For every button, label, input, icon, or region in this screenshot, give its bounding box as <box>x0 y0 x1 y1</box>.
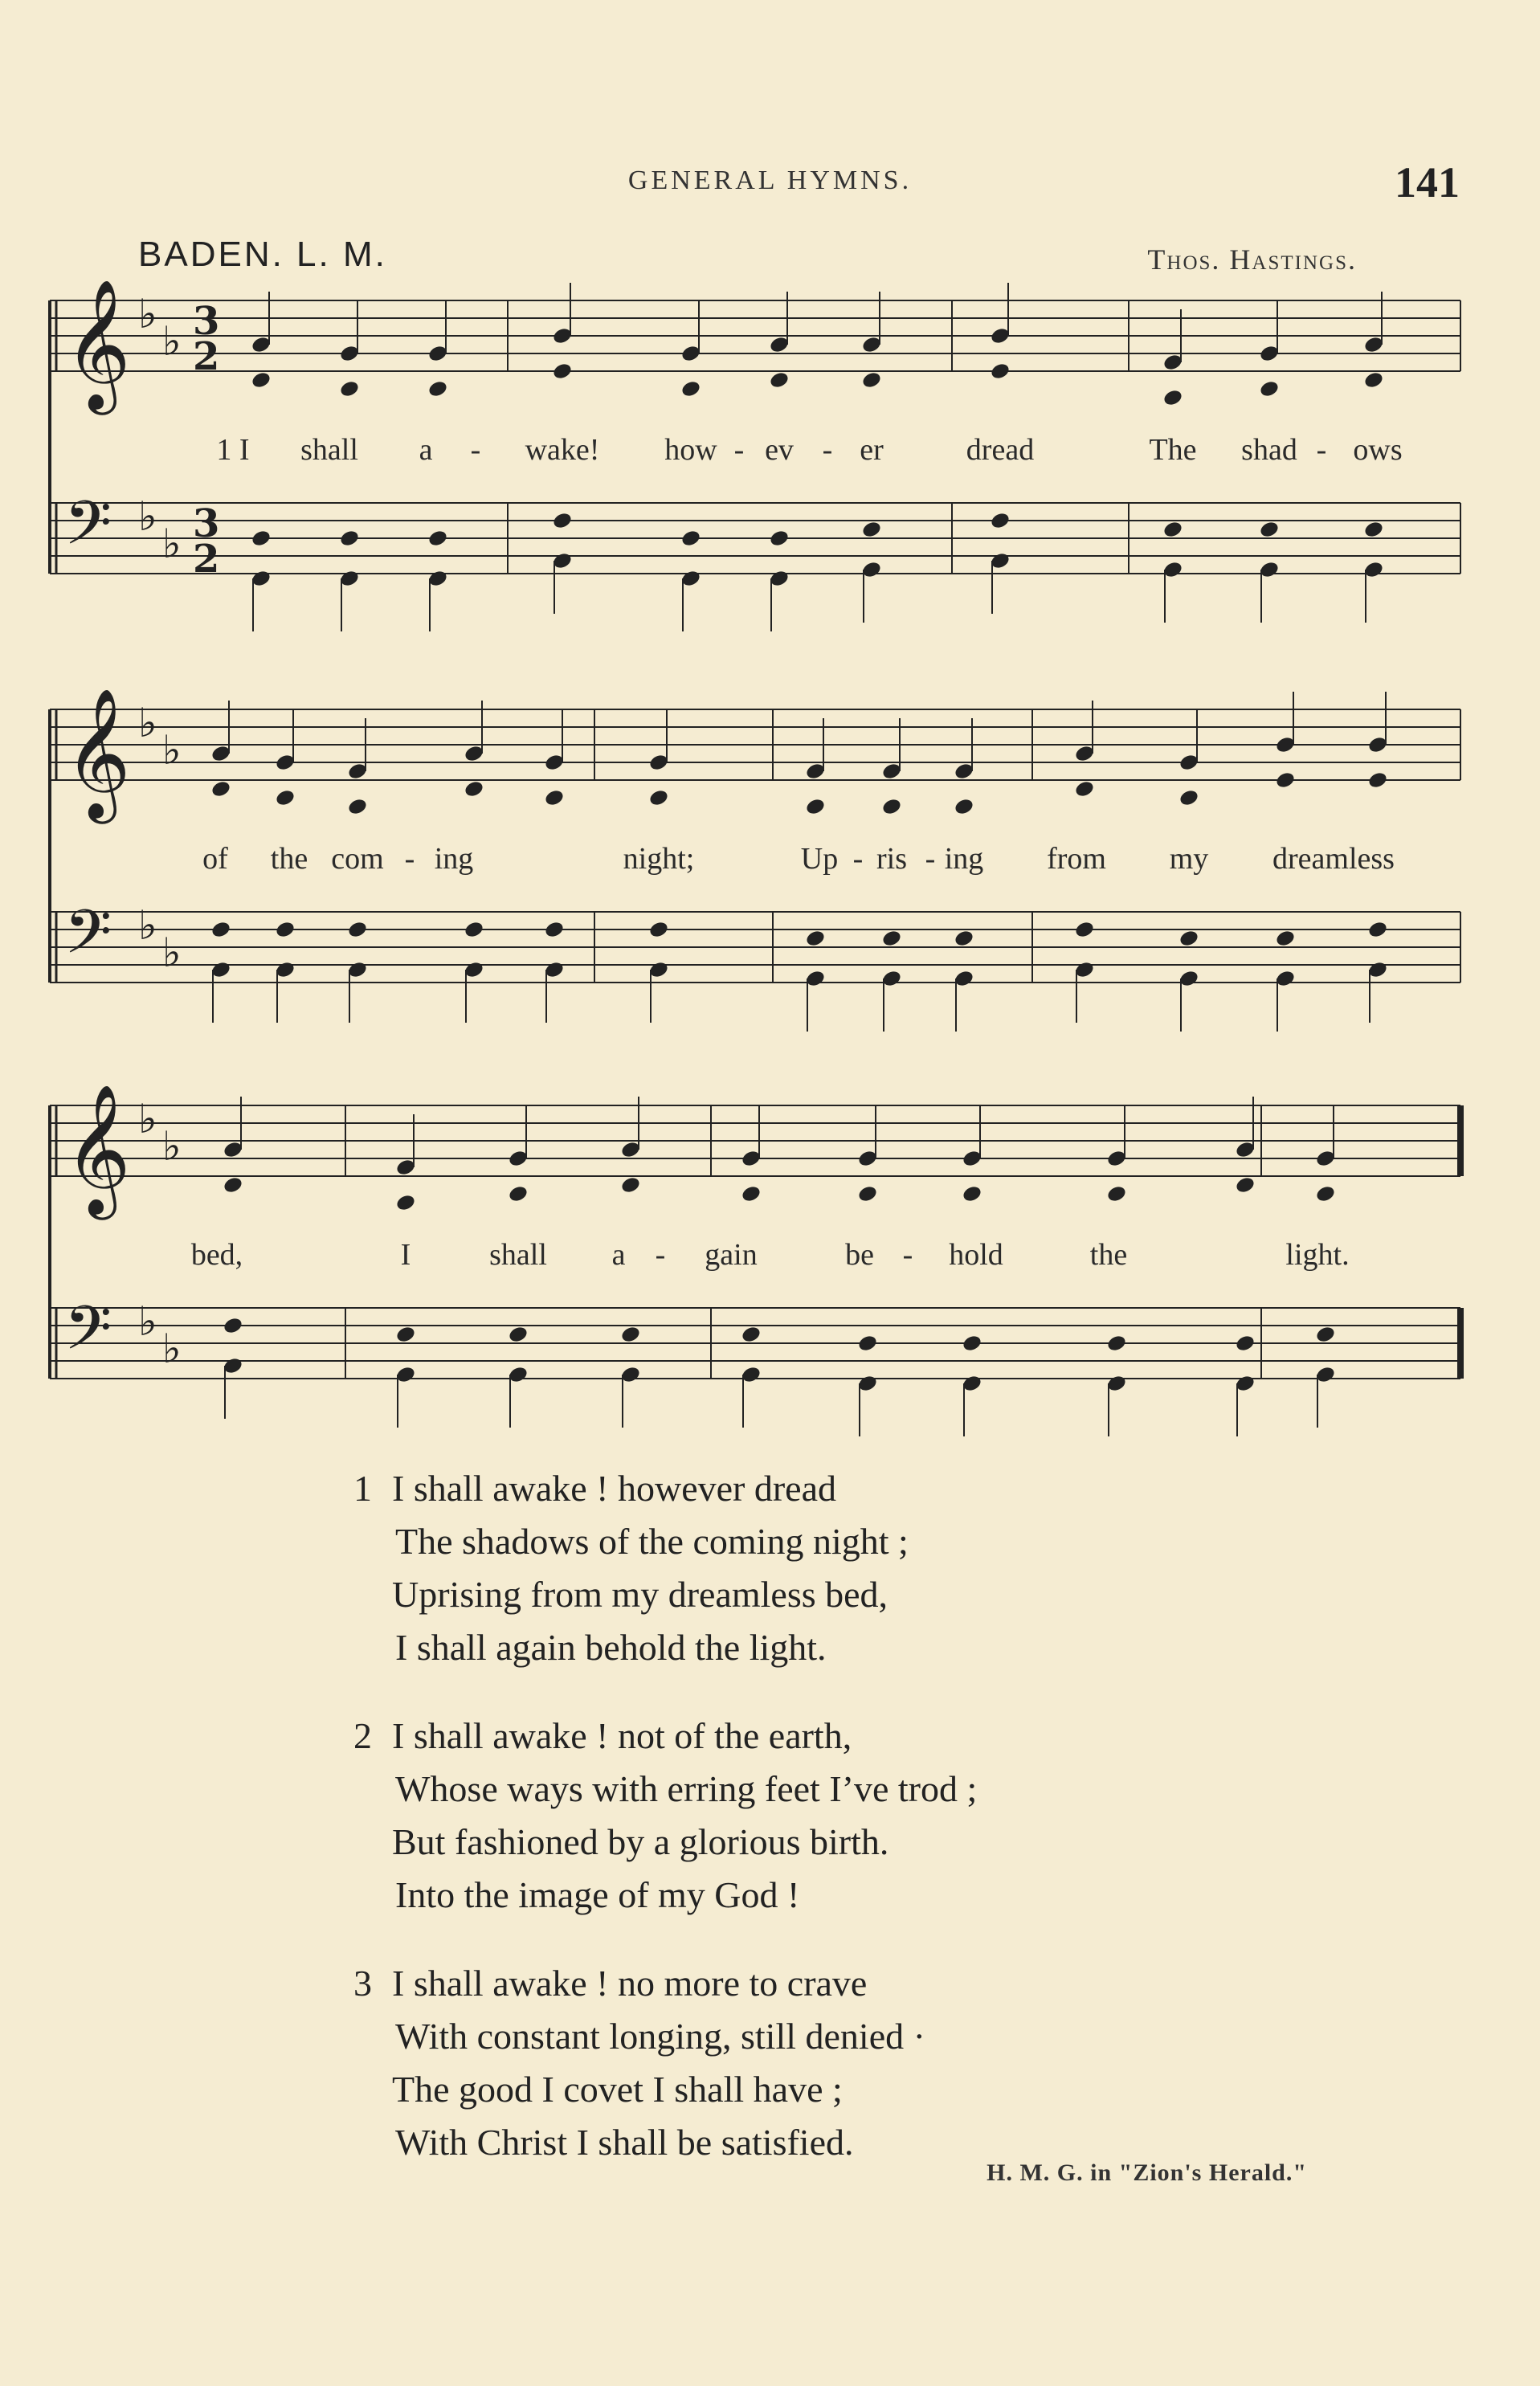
tenor-notehead <box>1259 520 1281 539</box>
alto-notehead <box>339 379 361 398</box>
tenor-notehead <box>1106 1334 1128 1353</box>
lyric-syllable: bed, <box>190 1238 243 1272</box>
lyric-syllable: - <box>733 433 745 467</box>
time-signature-numerator: 3 <box>193 501 220 546</box>
alto-notehead <box>1259 379 1281 398</box>
tenor-notehead <box>648 920 670 939</box>
alto-notehead <box>1315 1184 1337 1203</box>
tenor-notehead <box>620 1325 642 1344</box>
lyric-syllable: gain <box>705 1238 758 1272</box>
verse-number: 3 <box>353 1963 372 2004</box>
alto-notehead <box>620 1175 642 1195</box>
alto-notehead <box>962 1184 983 1203</box>
tenor-notehead <box>990 511 1011 530</box>
lyric-syllable: wake! <box>525 433 600 467</box>
alto-notehead <box>1363 370 1385 390</box>
alto-notehead <box>769 370 790 390</box>
alto-notehead <box>544 788 566 807</box>
tenor-notehead <box>1235 1334 1256 1353</box>
alto-notehead <box>1275 770 1297 790</box>
treble-clef-icon: 𝄞 <box>64 1084 131 1215</box>
alto-notehead <box>680 379 702 398</box>
verse-line: The good I covet I shall have ; <box>392 2069 843 2110</box>
stanza-3 <box>353 1957 977 2169</box>
alto-notehead <box>464 779 485 799</box>
bass-clef-icon: 𝄢 <box>64 488 112 574</box>
tenor-notehead <box>1275 929 1297 948</box>
time-signature-denominator: 2 <box>193 537 220 582</box>
alto-notehead <box>395 1193 417 1212</box>
tenor-notehead <box>223 1316 244 1335</box>
alto-notehead <box>648 788 670 807</box>
verse-line: Into the image of my God ! <box>395 1874 800 1915</box>
tenor-notehead <box>427 529 449 548</box>
flat-icon: ♭ <box>162 727 182 774</box>
alto-notehead <box>741 1184 762 1203</box>
lyric-syllable: er <box>860 433 884 467</box>
lyric-syllable: shad <box>1241 433 1297 467</box>
flat-icon: ♭ <box>162 1326 182 1372</box>
alto-notehead <box>1106 1184 1128 1203</box>
lyric-syllable: - <box>925 842 936 876</box>
lyric-syllable: ing <box>434 842 474 876</box>
flat-icon: ♭ <box>138 902 157 949</box>
tenor-notehead <box>1363 520 1385 539</box>
tenor-notehead <box>464 920 485 939</box>
tenor-notehead <box>552 511 574 530</box>
verse-line: Uprising from my dreamless bed, <box>392 1574 888 1615</box>
lyric-syllable: ev <box>765 433 794 467</box>
flat-icon: ♭ <box>162 318 182 365</box>
alto-notehead <box>427 379 449 398</box>
lyric-syllable: Up <box>800 842 839 876</box>
stanza-2 <box>353 1710 977 1922</box>
alto-notehead <box>1235 1175 1256 1195</box>
lyric-syllable: dreamless <box>1272 842 1395 876</box>
lyric-syllable: the <box>1089 1238 1128 1272</box>
tenor-notehead <box>741 1325 762 1344</box>
tenor-notehead <box>1074 920 1096 939</box>
lyric-syllable: I <box>400 1238 411 1272</box>
verse-line: The shadows of the coming night ; <box>395 1521 909 1562</box>
tenor-notehead <box>1178 929 1200 948</box>
alto-notehead <box>1367 770 1389 790</box>
tenor-notehead <box>339 529 361 548</box>
flat-icon: ♭ <box>138 291 157 337</box>
lyric-syllable: ing <box>944 842 984 876</box>
treble-clef-icon: 𝄞 <box>64 688 131 819</box>
lyric-syllable: how <box>664 433 717 467</box>
verse-line: With constant longing, still denied · <box>395 2016 925 2057</box>
verse-text <box>353 1462 977 2204</box>
lyric-syllable: light. <box>1285 1238 1350 1272</box>
alto-notehead <box>805 797 827 816</box>
alto-notehead <box>223 1175 244 1195</box>
tenor-notehead <box>210 920 232 939</box>
flat-icon: ♭ <box>162 1123 182 1170</box>
composer-credit: Thos. Hastings. <box>1147 243 1357 276</box>
lyric-syllable: night; <box>623 842 695 876</box>
verse-number: 2 <box>353 1715 372 1756</box>
verse-line: I shall awake ! not of the earth, <box>392 1715 852 1756</box>
page-number: 141 <box>1395 158 1460 206</box>
alto-notehead <box>552 362 574 381</box>
verse-line: Whose ways with erring feet I’ve trod ; <box>395 1768 978 1809</box>
time-signature-denominator: 2 <box>193 334 220 379</box>
lyric-syllable: be <box>845 1238 874 1272</box>
verse-line: I shall again behold the light. <box>395 1627 827 1668</box>
verse-line: But fashioned by a glorious birth. <box>392 1821 889 1862</box>
text-attribution: H. M. G. in "Zion's Herald." <box>986 2159 1307 2186</box>
alto-notehead <box>1074 779 1096 799</box>
alto-notehead <box>251 370 272 390</box>
flat-icon: ♭ <box>138 493 157 540</box>
treble-clef-icon: 𝄞 <box>64 279 131 410</box>
lyrics-system-3 <box>0 1237 1540 1277</box>
tenor-notehead <box>1162 520 1184 539</box>
alto-notehead <box>861 370 883 390</box>
lyric-syllable: com <box>331 842 384 876</box>
tenor-notehead <box>680 529 702 548</box>
time-signature-numerator: 3 <box>193 299 220 344</box>
bass-clef-icon: 𝄢 <box>64 897 112 983</box>
tenor-notehead <box>881 929 903 948</box>
lyric-syllable: the <box>270 842 308 876</box>
lyric-syllable: - <box>470 433 481 467</box>
lyric-syllable: - <box>404 842 415 876</box>
lyric-syllable: dread <box>966 433 1035 467</box>
lyrics-system-2 <box>0 841 1540 881</box>
tenor-notehead <box>857 1334 879 1353</box>
tenor-notehead <box>251 529 272 548</box>
running-header: GENERAL HYMNS. <box>627 165 913 195</box>
lyric-syllable: - <box>1316 433 1327 467</box>
lyric-syllable: - <box>655 1238 666 1272</box>
lyric-syllable: The <box>1149 433 1197 467</box>
alto-notehead <box>1162 388 1184 407</box>
tune-name: BADEN. L. M. <box>138 235 387 274</box>
lyric-syllable: a <box>419 433 433 467</box>
lyric-syllable: a <box>611 1238 626 1272</box>
lyric-syllable: shall <box>300 433 358 467</box>
tenor-notehead <box>769 529 790 548</box>
tenor-notehead <box>954 929 975 948</box>
lyric-syllable: - <box>852 842 864 876</box>
flat-icon: ♭ <box>162 521 182 567</box>
lyric-syllable: shall <box>489 1238 547 1272</box>
verse-line: I shall awake ! however dread <box>392 1468 837 1509</box>
lyric-syllable: - <box>822 433 833 467</box>
tenor-notehead <box>275 920 296 939</box>
lyric-syllable: - <box>902 1238 913 1272</box>
alto-notehead <box>210 779 232 799</box>
lyric-syllable: ows <box>1353 433 1403 467</box>
alto-notehead <box>990 362 1011 381</box>
flat-icon: ♭ <box>138 1096 157 1142</box>
alto-notehead <box>954 797 975 816</box>
tenor-notehead <box>347 920 369 939</box>
tenor-notehead <box>962 1334 983 1353</box>
flat-icon: ♭ <box>138 1298 157 1345</box>
tenor-notehead <box>805 929 827 948</box>
verse-line: I shall awake ! no more to crave <box>392 1963 868 2004</box>
lyric-syllable: 1 I <box>216 433 250 467</box>
tenor-notehead <box>544 920 566 939</box>
stanza-1 <box>353 1462 977 1674</box>
alto-notehead <box>881 797 903 816</box>
tenor-notehead <box>508 1325 529 1344</box>
alto-notehead <box>347 797 369 816</box>
alto-notehead <box>1178 788 1200 807</box>
verse-line: With Christ I shall be satisfied. <box>395 2122 854 2163</box>
tenor-notehead <box>1315 1325 1337 1344</box>
lyric-syllable: from <box>1047 842 1106 876</box>
flat-icon: ♭ <box>162 929 182 976</box>
lyric-syllable: hold <box>949 1238 1003 1272</box>
tenor-notehead <box>1367 920 1389 939</box>
lyric-syllable: my <box>1169 842 1209 876</box>
verse-number: 1 <box>353 1468 372 1509</box>
lyrics-system-1 <box>0 432 1540 472</box>
tenor-notehead <box>395 1325 417 1344</box>
flat-icon: ♭ <box>138 700 157 746</box>
tenor-notehead <box>861 520 883 539</box>
bass-clef-icon: 𝄢 <box>64 1293 112 1379</box>
alto-notehead <box>275 788 296 807</box>
alto-notehead <box>508 1184 529 1203</box>
lyric-syllable: ris <box>876 842 907 876</box>
lyric-syllable: of <box>202 842 228 876</box>
alto-notehead <box>857 1184 879 1203</box>
